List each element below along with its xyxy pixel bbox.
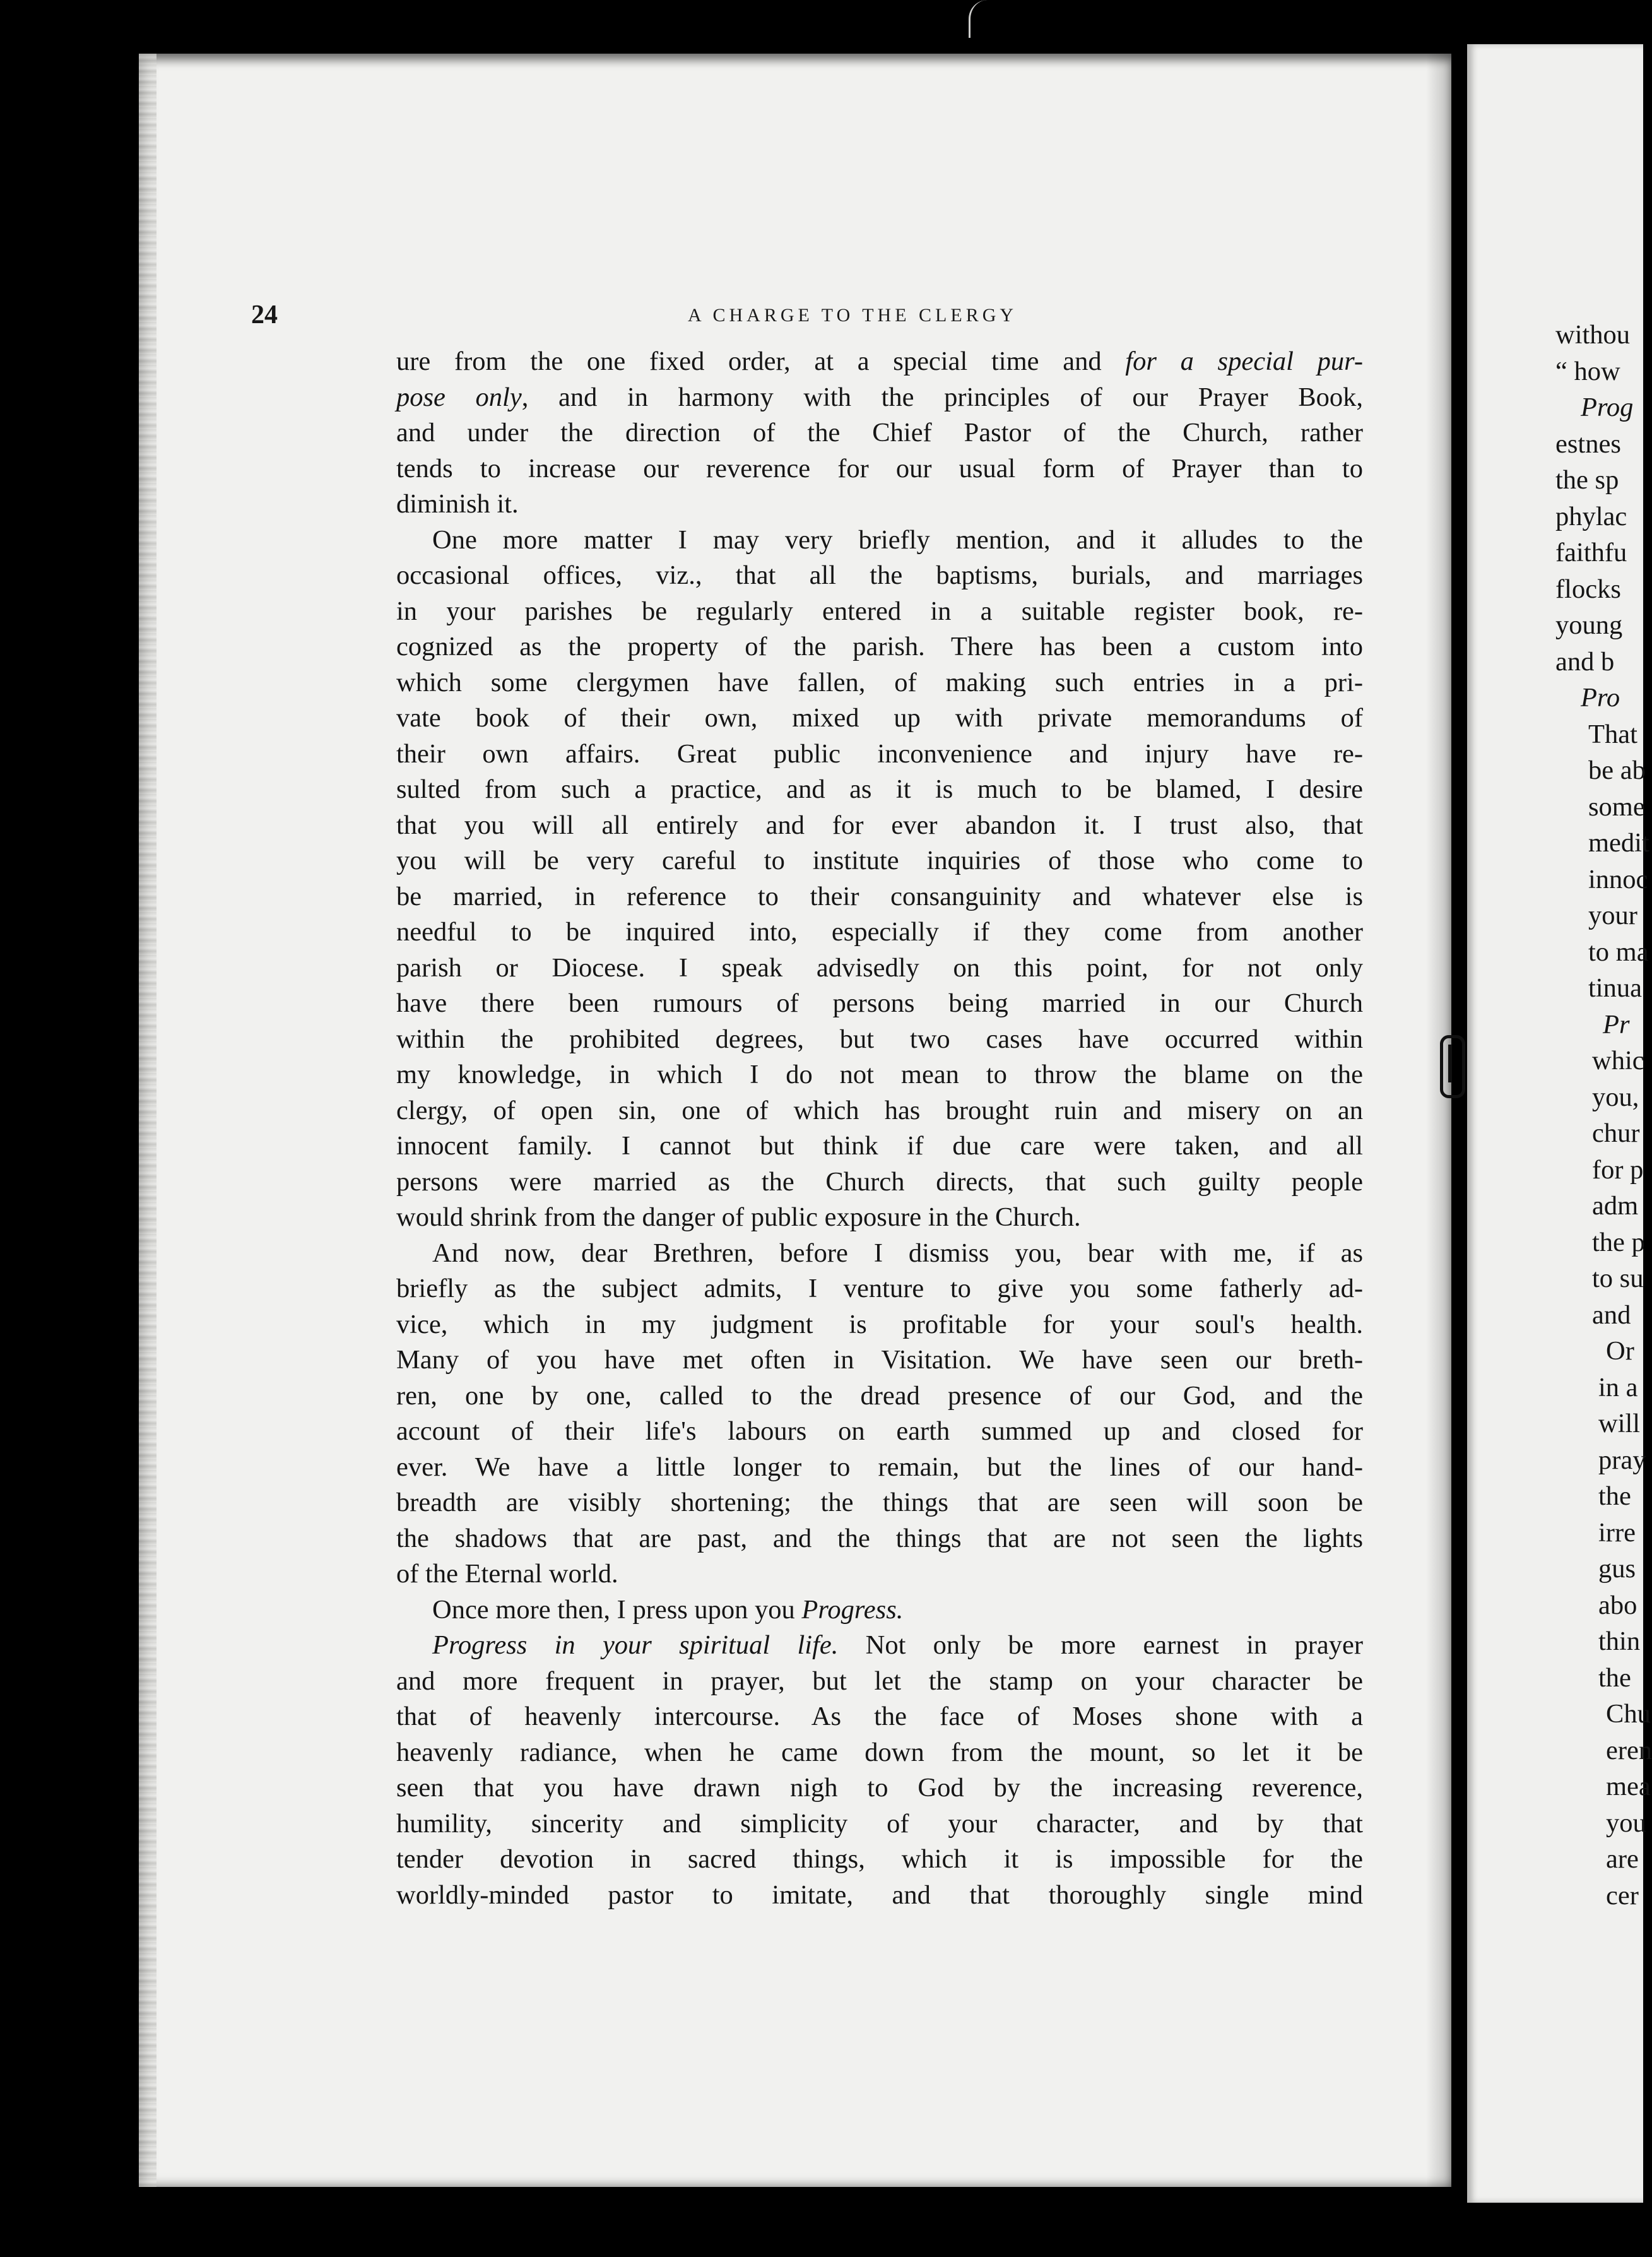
text-line: Many of you have met often in Visitation. We have seen our breth- xyxy=(396,1345,1363,1375)
right-fragment: the xyxy=(1598,1662,1631,1693)
right-fragment: irre xyxy=(1598,1517,1636,1548)
text-line: my knowledge, in which I do not mean to throw the blame on the xyxy=(396,1060,1363,1089)
text-line: and more frequent in prayer, but let the stamp on your character be xyxy=(396,1666,1363,1696)
text-line: occasional offices, viz., that all the baptisms, burials, and marriages xyxy=(396,560,1363,590)
text-line: have there been rumours of persons being married in our Church xyxy=(396,988,1363,1018)
text-line: the shadows that are past, and the things that are not seen the lights xyxy=(396,1523,1363,1553)
body-text xyxy=(396,344,1363,1913)
text-line: diminish it. xyxy=(396,489,519,519)
right-fragment: innoc xyxy=(1588,864,1648,894)
running-head: A CHARGE TO THE CLERGY xyxy=(688,305,1018,326)
text-line: sulted from such a practice, and as it is much to be blamed, I desire xyxy=(396,774,1363,804)
page-number: 24 xyxy=(251,300,278,329)
text-line: breadth are visibly shortening; the things that are seen will soon be xyxy=(396,1488,1363,1517)
book-gutter xyxy=(1451,38,1467,2215)
right-fragment: chur xyxy=(1592,1118,1640,1148)
right-fragment: estnes xyxy=(1555,429,1621,459)
text-line: within the prohibited degrees, but two cases have occurred within xyxy=(396,1024,1363,1054)
right-fragment: your xyxy=(1588,901,1637,930)
text-line: worldly-minded pastor to imitate, and that thoroughly single mind xyxy=(396,1880,1363,1910)
text-line: account of their life's labours on earth summed up and closed for xyxy=(396,1416,1363,1446)
text-line: would shrink from the danger of public exposure in the Church. xyxy=(396,1202,1081,1232)
text-line xyxy=(396,344,1363,380)
line-part: Not only be more earnest in prayer xyxy=(838,1630,1363,1660)
right-fragment: pray xyxy=(1598,1445,1646,1475)
right-fragment: the sp xyxy=(1555,465,1619,495)
spine-shadow xyxy=(1426,54,1451,2187)
text-line: One more matter I may very briefly mention, and it alludes to the xyxy=(432,524,1363,555)
text-line: needful to be inquired into, especially if they come from another xyxy=(396,917,1363,947)
right-fragment: Pr xyxy=(1603,1009,1630,1040)
text-line: tender devotion in sacred things, which it is impossible for the xyxy=(396,1844,1363,1874)
text-line xyxy=(396,1628,1363,1664)
right-fragment: Chu xyxy=(1606,1699,1651,1729)
line-part: ure from the one fixed order, at a special time and xyxy=(396,347,1126,376)
scan-hook-mark xyxy=(969,0,996,38)
text-line: heavenly radiance, when he came down from the mount, so let it be xyxy=(396,1737,1363,1767)
right-fragment: tinua xyxy=(1588,973,1642,1003)
text-line: vice, which in my judgment is profitable for your soul's health. xyxy=(396,1309,1363,1339)
italic-phrase: Progress. xyxy=(801,1594,904,1625)
right-fragment: some xyxy=(1588,791,1645,822)
right-fragment: Pro xyxy=(1581,683,1620,713)
right-fragment: whic xyxy=(1592,1046,1644,1075)
text-line: ren, one by one, called to the dread presence of our God, and the xyxy=(396,1380,1363,1411)
right-fragment: flocks xyxy=(1555,574,1621,604)
text-line: in your parishes be regularly entered in a suitable register book, re- xyxy=(396,596,1363,626)
text-line: which some clergymen have fallen, of making such entries in a pri- xyxy=(396,667,1363,697)
right-fragment: abo xyxy=(1598,1590,1637,1620)
text-line xyxy=(396,1592,1363,1628)
right-fragment: adm xyxy=(1592,1191,1639,1221)
right-fragment: young xyxy=(1555,610,1623,640)
text-line xyxy=(396,380,1363,416)
right-fragment: medit xyxy=(1588,828,1649,858)
text-line: clergy, of open sin, one of which has brought ruin and misery on an xyxy=(396,1095,1363,1125)
right-fragment: will xyxy=(1598,1409,1641,1438)
line-part: , and in harmony with the principles of our Prayer Book, xyxy=(521,382,1364,412)
right-fragment: Or xyxy=(1606,1336,1634,1366)
text-line: vate book of their own, mixed up with private memorandums of xyxy=(396,703,1363,733)
text-line: that you will all entirely and for ever abandon it. I trust also, that xyxy=(396,810,1363,840)
italic-phrase: for a special pur- xyxy=(1125,347,1363,376)
text-line: parish or Diocese. I speak advisedly on this point, for not only xyxy=(396,952,1363,983)
italic-phrase: Progress in your spiritual life. xyxy=(432,1630,839,1660)
right-fragment: and xyxy=(1592,1300,1631,1330)
right-fragment: to ma xyxy=(1588,937,1649,967)
right-fragment: you xyxy=(1606,1808,1646,1838)
right-fragment: be ab xyxy=(1588,755,1646,785)
right-fragment: withou xyxy=(1555,320,1631,350)
right-fragment: the xyxy=(1598,1481,1631,1511)
italic-phrase: pose only xyxy=(396,382,522,412)
right-fragment: Prog xyxy=(1581,393,1634,422)
right-fragment: thin xyxy=(1598,1626,1641,1656)
text-line: their own affairs. Great public inconvenience and injury have re- xyxy=(396,738,1363,769)
right-fragment: and b xyxy=(1555,646,1615,677)
right-fragment: the p xyxy=(1592,1227,1645,1257)
right-page-text xyxy=(1555,317,1652,1914)
text-line: And now, dear Brethren, before I dismiss you, bear with me, if as xyxy=(432,1238,1363,1268)
text-line: briefly as the subject admits, I venture to give you some fatherly ad- xyxy=(396,1274,1363,1303)
right-fragment: cer xyxy=(1606,1880,1639,1910)
page-edge xyxy=(139,54,156,2187)
text-line: cognized as the property of the parish. There has been a custom into xyxy=(396,632,1363,661)
right-fragment: to su xyxy=(1592,1264,1644,1293)
right-fragment: phylac xyxy=(1555,501,1627,531)
text-line: persons were married as the Church directs, that such guilty people xyxy=(396,1166,1363,1197)
right-fragment: eren xyxy=(1606,1735,1652,1765)
right-fragment: “ how xyxy=(1555,356,1620,386)
text-line: innocent family. I cannot but think if due care were taken, and all xyxy=(396,1131,1363,1161)
right-fragment: faithfu xyxy=(1555,538,1627,567)
text-line: ever. We have a little longer to remain, but the lines of our hand- xyxy=(396,1452,1363,1482)
binding-clip xyxy=(1440,1035,1465,1098)
text-line: humility, sincerity and simplicity of your character, and by that xyxy=(396,1808,1363,1839)
right-fragment: you, xyxy=(1592,1082,1639,1112)
right-fragment: for p xyxy=(1592,1154,1644,1185)
right-fragment: are xyxy=(1606,1844,1639,1874)
text-line: be married, in reference to their consanguinity and whatever else is xyxy=(396,881,1363,911)
line-part: Once more then, I press upon you xyxy=(432,1594,802,1625)
text-line: of the Eternal world. xyxy=(396,1559,618,1589)
right-fragment: mea xyxy=(1606,1772,1651,1801)
text-line: tends to increase our reverence for our usual form of Prayer than to xyxy=(396,453,1363,483)
right-fragment: in a xyxy=(1598,1372,1638,1402)
text-line: that of heavenly intercourse. As the face of Moses shone with a xyxy=(396,1702,1363,1731)
right-fragment: gus xyxy=(1598,1554,1636,1584)
right-fragment: That xyxy=(1588,719,1637,749)
text-line: you will be very careful to institute inquiries of those who come to xyxy=(396,846,1363,875)
text-line: and under the direction of the Chief Pastor of the Church, rather xyxy=(396,418,1363,447)
text-line: seen that you have drawn nigh to God by the increasing reverence, xyxy=(396,1773,1363,1803)
